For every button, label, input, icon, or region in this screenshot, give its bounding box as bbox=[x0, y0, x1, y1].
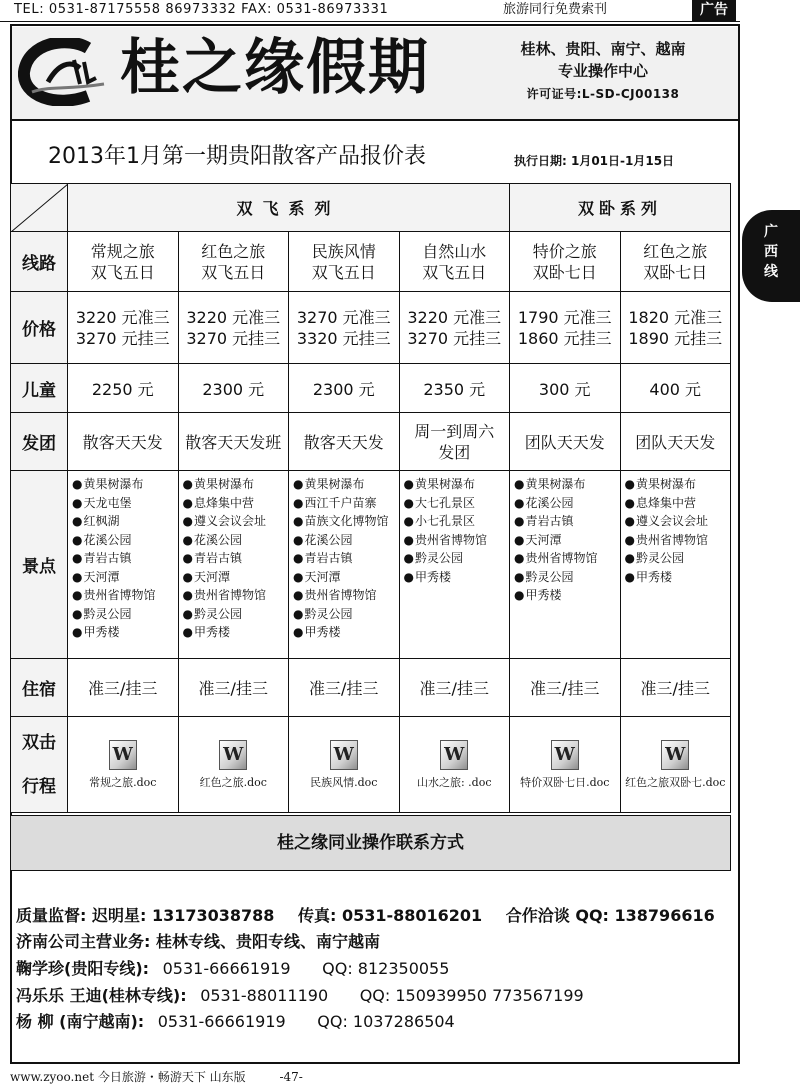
route-cell bbox=[620, 232, 731, 292]
top-contact: TEL: 0531-87175558 86973332 FAX: 0531-86973331 bbox=[14, 2, 389, 17]
doc-filename[interactable]: 民族风情.doc bbox=[310, 775, 378, 789]
sight-item: ● 息烽集中营 bbox=[183, 494, 287, 513]
departure-cell: 散客天天发班 bbox=[178, 413, 289, 471]
page-number: -47- bbox=[279, 1070, 303, 1084]
person-name: 鞠学珍(贵阳专线): bbox=[16, 959, 150, 978]
sight-item: ● 甲秀楼 bbox=[183, 623, 287, 642]
footer-site[interactable]: www.zyoo.net 今日旅游・畅游天下 山东版 bbox=[10, 1070, 246, 1084]
price-standard: 3220 元准三 bbox=[186, 307, 281, 327]
price-cell bbox=[178, 292, 289, 364]
child-price: 2250 元 bbox=[68, 364, 179, 413]
quality-supervision: 质量监督: 迟明星: 13173038788 bbox=[16, 906, 275, 925]
itinerary-doc[interactable] bbox=[510, 717, 621, 813]
sight-item: ● 黔灵公园 bbox=[625, 549, 729, 568]
sight-item: ● 贵州省博物馆 bbox=[183, 586, 287, 605]
brand-logo-icon bbox=[18, 38, 110, 106]
sights-list bbox=[620, 471, 731, 659]
sight-item: ● 贵州省博物馆 bbox=[72, 586, 176, 605]
person-qq: QQ: 812350055 bbox=[322, 959, 450, 978]
lodging-cell: 准三/挂三 bbox=[178, 659, 289, 717]
route-days: 双卧七日 bbox=[643, 262, 708, 282]
cooperation-qq: 合作洽谈 QQ: 138796616 bbox=[505, 906, 715, 925]
itinerary-doc[interactable] bbox=[620, 717, 731, 813]
footer bbox=[10, 1068, 303, 1085]
price-listed: 1890 元挂三 bbox=[628, 328, 723, 348]
sight-item: ● 黄果树瀑布 bbox=[72, 475, 176, 494]
sight-item: ● 贵州省博物馆 bbox=[404, 531, 508, 550]
departure-cell: 团队天天发 bbox=[510, 413, 621, 471]
ad-badge: 广告 bbox=[692, 0, 736, 22]
person-tel: 0531-66661919 bbox=[162, 959, 291, 978]
header-license: 许可证号:L-SD-CJ00138 bbox=[526, 87, 680, 101]
sight-item: ● 青岩古镇 bbox=[514, 512, 618, 531]
child-price: 2300 元 bbox=[178, 364, 289, 413]
route-days: 双飞五日 bbox=[90, 262, 155, 282]
sight-item: ● 甲秀楼 bbox=[72, 623, 176, 642]
row-label-sights: 景点 bbox=[11, 471, 68, 659]
word-doc-icon[interactable]: W bbox=[661, 740, 689, 770]
person-qq: QQ: 1037286504 bbox=[317, 1012, 455, 1031]
row-label-price: 价格 bbox=[11, 292, 68, 364]
sights-list bbox=[399, 471, 510, 659]
word-doc-icon[interactable]: W bbox=[219, 740, 247, 770]
person-name: 杨 柳 (南宁越南): bbox=[16, 1012, 145, 1031]
sight-item: ● 甲秀楼 bbox=[625, 568, 729, 587]
sight-item: ● 息烽集中营 bbox=[625, 494, 729, 513]
price-cell bbox=[68, 292, 179, 364]
itinerary-label-bottom: 行程 bbox=[22, 776, 56, 797]
exec-date: 执行日期: 1月01日-1月15日 bbox=[514, 154, 675, 168]
word-doc-icon[interactable]: W bbox=[440, 740, 468, 770]
route-cell bbox=[289, 232, 400, 292]
doc-filename[interactable]: 特价双卧七日.doc bbox=[520, 775, 610, 789]
price-cell bbox=[620, 292, 731, 364]
sight-item: ● 黄果树瀑布 bbox=[514, 475, 618, 494]
lodging-cell: 准三/挂三 bbox=[68, 659, 179, 717]
doc-filename[interactable]: 山水之旅: .doc bbox=[416, 775, 492, 789]
sight-item: ● 黄果树瀑布 bbox=[183, 475, 287, 494]
row-label-itinerary bbox=[11, 717, 68, 813]
side-tab-char: 线 bbox=[764, 264, 778, 280]
person-name: 冯乐乐 王迪(桂林专线): bbox=[16, 986, 187, 1005]
business-line: 济南公司主营业务: 桂林专线、贵阳专线、南宁越南 bbox=[16, 932, 380, 951]
sight-item: ● 天河潭 bbox=[514, 531, 618, 550]
word-doc-icon[interactable]: W bbox=[109, 740, 137, 770]
series-row bbox=[11, 184, 731, 232]
sight-item: ● 苗族文化博物馆 bbox=[293, 512, 397, 531]
sight-item: ● 遵义会议会址 bbox=[183, 512, 287, 531]
contact-person bbox=[16, 957, 449, 981]
route-name: 红色之旅 bbox=[201, 241, 266, 261]
side-tab-guangxi bbox=[742, 210, 800, 302]
child-price: 2300 元 bbox=[289, 364, 400, 413]
itinerary-label-top: 双击 bbox=[22, 732, 56, 753]
series-fly: 双飞系列 bbox=[68, 184, 510, 232]
sight-item: ● 甲秀楼 bbox=[404, 568, 508, 587]
route-name: 常规之旅 bbox=[90, 241, 155, 261]
price-listed: 3270 元挂三 bbox=[75, 328, 170, 348]
child-price: 2350 元 bbox=[399, 364, 510, 413]
route-cell bbox=[510, 232, 621, 292]
route-name: 红色之旅 bbox=[643, 241, 708, 261]
person-tel: 0531-66661919 bbox=[157, 1012, 286, 1031]
sight-item: ● 黔灵公园 bbox=[404, 549, 508, 568]
sight-item: ● 红枫湖 bbox=[72, 512, 176, 531]
doc-filename[interactable]: 红色之旅.doc bbox=[199, 775, 267, 789]
sight-item: ● 天河潭 bbox=[72, 568, 176, 587]
corner-cell bbox=[11, 184, 68, 232]
row-label-child: 儿童 bbox=[11, 364, 68, 413]
departure-row bbox=[11, 413, 731, 471]
itinerary-doc[interactable] bbox=[399, 717, 510, 813]
sight-item: ● 黔灵公园 bbox=[514, 568, 618, 587]
price-table bbox=[10, 183, 731, 813]
sight-item: ● 黔灵公园 bbox=[183, 605, 287, 624]
sight-item: ● 青岩古镇 bbox=[293, 549, 397, 568]
sight-item: ● 西江千户苗寨 bbox=[293, 494, 397, 513]
sight-item: ● 黔灵公园 bbox=[72, 605, 176, 624]
price-row bbox=[11, 292, 731, 364]
lodging-cell: 准三/挂三 bbox=[620, 659, 731, 717]
brand-name: 桂之缘假期 bbox=[120, 33, 430, 103]
route-name: 民族风情 bbox=[311, 241, 376, 261]
contact-person bbox=[16, 1010, 455, 1034]
price-cell bbox=[510, 292, 621, 364]
row-label-lodging: 住宿 bbox=[11, 659, 68, 717]
top-bar bbox=[0, 0, 800, 20]
child-price: 300 元 bbox=[510, 364, 621, 413]
row-label-route: 线路 bbox=[11, 232, 68, 292]
sight-item: ● 黔灵公园 bbox=[293, 605, 397, 624]
price-cell bbox=[289, 292, 400, 364]
sights-list bbox=[178, 471, 289, 659]
child-price: 400 元 bbox=[620, 364, 731, 413]
sight-item: ● 黄果树瀑布 bbox=[404, 475, 508, 494]
sights-list bbox=[510, 471, 621, 659]
route-row bbox=[11, 232, 731, 292]
sight-item: ● 青岩古镇 bbox=[72, 549, 176, 568]
lodging-cell: 准三/挂三 bbox=[510, 659, 621, 717]
side-tab-char: 广 bbox=[764, 224, 778, 240]
price-standard: 3220 元准三 bbox=[407, 307, 502, 327]
sight-item: ● 黄果树瀑布 bbox=[625, 475, 729, 494]
route-cell bbox=[399, 232, 510, 292]
quality-line bbox=[16, 904, 715, 928]
doc-filename[interactable]: 常规之旅.doc bbox=[89, 775, 157, 789]
route-days: 双飞五日 bbox=[201, 262, 266, 282]
sight-item: ● 贵州省博物馆 bbox=[625, 531, 729, 550]
header-regions: 桂林、贵阳、南宁、越南 bbox=[520, 40, 686, 58]
itinerary-doc[interactable] bbox=[289, 717, 400, 813]
series-sleeper: 双卧系列 bbox=[510, 184, 731, 232]
sights-list bbox=[289, 471, 400, 659]
itinerary-row bbox=[11, 717, 731, 813]
route-cell bbox=[178, 232, 289, 292]
route-days: 双卧七日 bbox=[532, 262, 597, 282]
sight-item: ● 贵州省博物馆 bbox=[514, 549, 618, 568]
sight-item: ● 甲秀楼 bbox=[293, 623, 397, 642]
fax: 传真: 0531-88016201 bbox=[297, 906, 483, 925]
sight-item: ● 天河潭 bbox=[183, 568, 287, 587]
departure-cell: 团队天天发 bbox=[620, 413, 731, 471]
sights-list bbox=[68, 471, 179, 659]
route-name: 特价之旅 bbox=[532, 241, 597, 261]
price-listed: 3320 元挂三 bbox=[296, 328, 391, 348]
sight-item: ● 遵义会议会址 bbox=[625, 512, 729, 531]
side-tab-char: 西 bbox=[764, 244, 778, 260]
contact-person bbox=[16, 984, 584, 1008]
free-index-text: 旅游同行免费索刊 bbox=[503, 2, 608, 17]
sight-item: ● 花溪公园 bbox=[183, 531, 287, 550]
lodging-row bbox=[11, 659, 731, 717]
sights-row bbox=[11, 471, 731, 659]
sight-item: ● 青岩古镇 bbox=[183, 549, 287, 568]
corner-diagonal bbox=[11, 184, 68, 232]
sight-item: ● 甲秀楼 bbox=[514, 586, 618, 605]
price-cell bbox=[399, 292, 510, 364]
price-listed: 3270 元挂三 bbox=[186, 328, 281, 348]
price-listed: 3270 元挂三 bbox=[407, 328, 502, 348]
price-standard: 1790 元准三 bbox=[517, 307, 612, 327]
route-days: 双飞五日 bbox=[311, 262, 376, 282]
sight-item: ● 黄果树瀑布 bbox=[293, 475, 397, 494]
itinerary-doc[interactable] bbox=[68, 717, 179, 813]
word-doc-icon[interactable]: W bbox=[551, 740, 579, 770]
sight-item: ● 花溪公园 bbox=[514, 494, 618, 513]
price-standard: 3220 元准三 bbox=[75, 307, 170, 327]
price-listed: 1860 元挂三 bbox=[517, 328, 612, 348]
departure-cell: 散客天天发 bbox=[68, 413, 179, 471]
price-standard: 3270 元准三 bbox=[296, 307, 391, 327]
sight-item: ● 小七孔景区 bbox=[404, 512, 508, 531]
lodging-cell: 准三/挂三 bbox=[289, 659, 400, 717]
sight-item: ● 大七孔景区 bbox=[404, 494, 508, 513]
sight-item: ● 贵州省博物馆 bbox=[293, 586, 397, 605]
sight-item: ● 天河潭 bbox=[293, 568, 397, 587]
page-title: 2013年1月第一期贵阳散客产品报价表 bbox=[48, 144, 426, 169]
top-rule bbox=[0, 21, 740, 22]
child-row bbox=[11, 364, 731, 413]
departure-cell: 周一到周六发团 bbox=[399, 413, 510, 471]
row-label-departure: 发团 bbox=[11, 413, 68, 471]
sight-item: ● 花溪公园 bbox=[293, 531, 397, 550]
price-standard: 1820 元准三 bbox=[628, 307, 723, 327]
lodging-cell: 准三/挂三 bbox=[399, 659, 510, 717]
header-center: 专业操作中心 bbox=[557, 62, 648, 80]
sight-item: ● 天龙屯堡 bbox=[72, 494, 176, 513]
route-name: 自然山水 bbox=[422, 241, 487, 261]
word-doc-icon[interactable]: W bbox=[330, 740, 358, 770]
departure-cell: 散客天天发 bbox=[289, 413, 400, 471]
header-info bbox=[488, 38, 718, 106]
itinerary-doc[interactable] bbox=[178, 717, 289, 813]
doc-filename[interactable]: 红色之旅双卧七.doc bbox=[625, 775, 726, 789]
route-cell bbox=[68, 232, 179, 292]
route-days: 双飞五日 bbox=[422, 262, 487, 282]
person-tel: 0531-88011190 bbox=[200, 986, 329, 1005]
person-qq: QQ: 150939950 773567199 bbox=[359, 986, 584, 1005]
contact-title: 桂之缘同业操作联系方式 bbox=[10, 815, 731, 871]
sight-item: ● 花溪公园 bbox=[72, 531, 176, 550]
